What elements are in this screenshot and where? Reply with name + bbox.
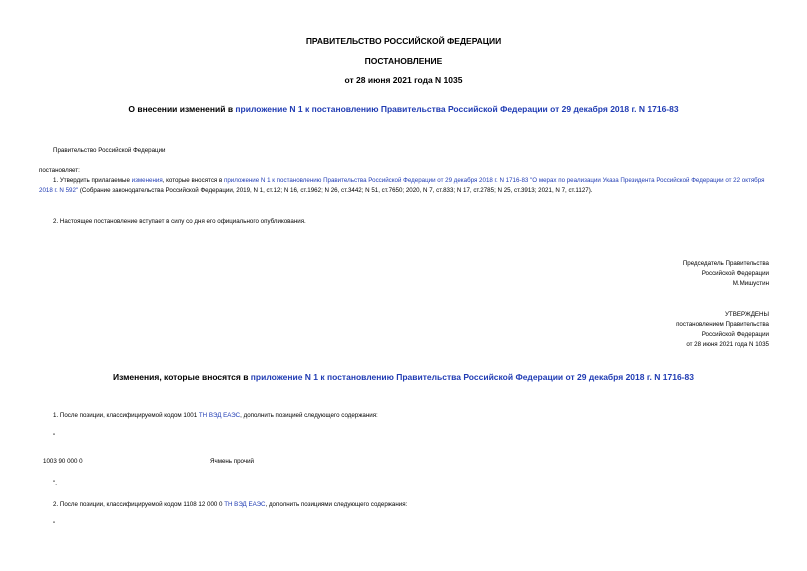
title-prefix: О внесении изменений в: [128, 104, 236, 114]
p1-text-a: 1. Утвердить прилагаемые: [53, 177, 132, 184]
issuer-text: Правительство Российской Федерации: [53, 147, 166, 154]
approved-org: Российской Федерации: [701, 331, 769, 338]
item1-text-b: , дополнить позицией следующего содержания:: [240, 412, 378, 419]
quote-open: ": [53, 433, 56, 440]
item2-text-a: 2. После позиции, классифицируемой кодом 1108 12 000 0: [53, 501, 225, 508]
p1-text-c: (Собрание законодательства Российской Федерации, 2019, N 1, ст.12; N 16, ст.1962; N 26, ст.3442; N 51, ст.7650; 2020, N 7, ст.833; N 17, ст.2785; N 25, ст.3913; 2021, N 7, ст.1127).: [78, 186, 593, 194]
change-item-2: [53, 500, 407, 510]
changes-link[interactable]: изменения: [131, 177, 163, 184]
row-code: 1003 90 000 0: [43, 458, 83, 465]
changes-title: [0, 372, 807, 382]
change-item-1: [53, 411, 378, 421]
paragraph-2: 2. Настоящее постановление вступает в силу со дня его официального опубликования.: [53, 218, 306, 225]
approved-date: от 28 июня 2021 года N 1035: [686, 341, 769, 348]
document-title: [0, 104, 807, 114]
decides-text: постановляет:: [39, 167, 80, 174]
quote-open-2: ": [53, 521, 56, 528]
approved-label: УТВЕРЖДЕНЫ: [725, 311, 769, 318]
item1-text-a: 1. После позиции, классифицируемой кодом 1001: [53, 412, 199, 419]
approved-by: постановлением Правительства: [676, 321, 769, 328]
signature-title: Председатель Правительства: [682, 260, 769, 267]
document-type: ПОСТАНОВЛЕНИЕ: [364, 56, 443, 66]
item2-tnved-link[interactable]: ТН ВЭД ЕАЭС: [224, 501, 266, 508]
paragraph-1: [39, 176, 769, 195]
appendix-link[interactable]: приложение N 1 к постановлению Правительства Российской Федерации от 29 декабря 2018 г. N 1716-83 "О мерах по реализации Указа Президента Российской Федерации от 22 октября 2018 г. N 592": [39, 177, 765, 194]
quote-close: ".: [53, 480, 57, 487]
p1-text-b: , которые вносятся в: [162, 177, 224, 184]
document-date: от 28 июня 2021 года N 1035: [344, 75, 463, 85]
government-heading: ПРАВИТЕЛЬСТВО РОССИЙСКОЙ ФЕДЕРАЦИИ: [305, 36, 502, 46]
item1-tnved-link[interactable]: ТН ВЭД ЕАЭС: [198, 412, 241, 419]
title-link[interactable]: приложение N 1 к постановлению Правительства Российской Федерации от 29 декабря 2018 г. N 1716-83: [235, 104, 679, 114]
signature-name: М.Мишустин: [732, 280, 769, 287]
changes-title-link[interactable]: приложение N 1 к постановлению Правительства Российской Федерации от 29 декабря 2018 г. N 1716-83: [250, 372, 694, 382]
signature-org: Российской Федерации: [701, 270, 769, 277]
changes-title-prefix: Изменения, которые вносятся в: [113, 372, 251, 382]
row-name: Ячмень прочий: [210, 458, 254, 465]
item2-text-b: , дополнить позициями следующего содержания:: [265, 501, 408, 508]
